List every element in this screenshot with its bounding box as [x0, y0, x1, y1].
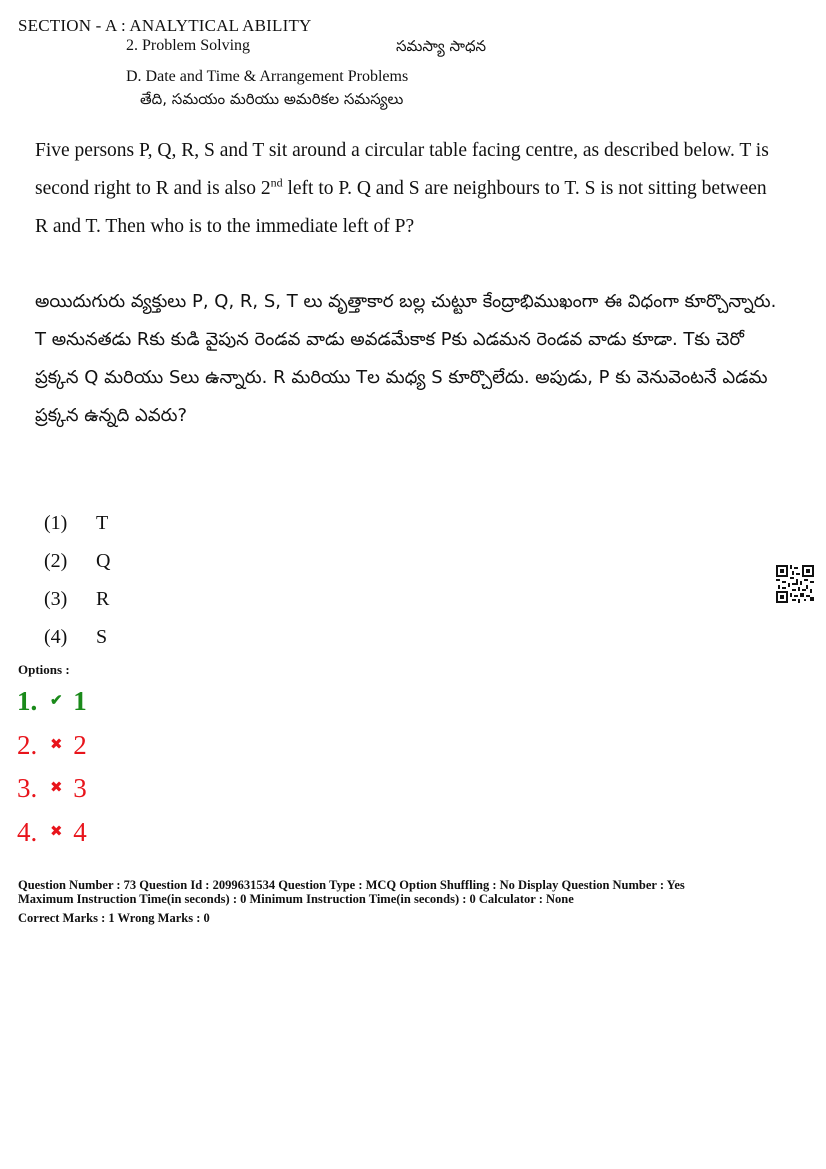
topic-english: 2. Problem Solving: [126, 37, 251, 54]
metadata-line: Maximum Instruction Time(in seconds) : 0 Minimum Instruction Time(in seconds) : 0 Calculator : None: [18, 892, 574, 906]
option-value: 1: [73, 686, 87, 716]
qr-code-icon: [776, 565, 814, 603]
option-wrong: [17, 724, 87, 768]
question-english-part1: Five persons P, Q, R, S and T sit around a circular table facing centre, as described below. T is second right to R and is also 2: [35, 140, 769, 199]
question-english-part2: left to P. Q and S are neighbours to T. S is not sitting between R and T. Then who is to the immediate left of P?: [35, 178, 767, 237]
option-number: 3.: [17, 773, 38, 803]
question-metadata: [18, 878, 808, 925]
question-english: [35, 132, 780, 246]
choice-item: [44, 542, 110, 580]
choice-text: T: [96, 512, 109, 534]
choice-number: (2): [44, 550, 68, 572]
option-value: 4: [73, 816, 87, 847]
options-label: Options :: [18, 662, 70, 677]
choice-number: (3): [44, 588, 68, 610]
choice-text: S: [96, 626, 108, 648]
subtopic-english: D. Date and Time & Arrangement Problems: [126, 68, 409, 85]
option-value: 2: [73, 729, 87, 760]
choice-text: R: [96, 588, 110, 610]
cross-icon: ✖: [49, 780, 63, 796]
option-number: 2.: [17, 729, 38, 760]
options-list: [17, 680, 87, 854]
question-english-superscript: nd: [270, 175, 283, 190]
topic-telugu: సమస్యా సాధన: [396, 37, 487, 55]
section-title: SECTION - A : ANALYTICAL ABILITY: [18, 16, 312, 35]
choice-item: [44, 618, 110, 656]
choice-number: (1): [44, 512, 68, 534]
answer-choices: [44, 504, 110, 656]
option-wrong: [17, 811, 87, 855]
option-number: 4.: [17, 816, 38, 847]
cross-icon: ✖: [49, 736, 63, 753]
option-number: 1.: [17, 686, 38, 716]
choice-number: (4): [44, 626, 68, 648]
choice-item: [44, 580, 110, 618]
cross-icon: ✖: [49, 823, 63, 840]
option-wrong: [17, 767, 87, 811]
choice-item: [44, 504, 110, 542]
choice-text: Q: [96, 550, 111, 572]
option-correct: [17, 680, 87, 724]
check-icon: ✔: [49, 693, 63, 709]
option-value: 3: [73, 773, 87, 803]
metadata-line: Correct Marks : 1 Wrong Marks : 0: [18, 911, 210, 925]
subtopic-telugu: తేది, సమయం మరియు అమరికల సమస్యలు: [140, 90, 404, 108]
question-telugu: అయిదుగురు వ్యక్తులు P, Q, R, S, T లు వృత్తాకార బల్ల చుట్టూ కేంద్రాభిముఖంగా ఈ విధంగా కూర్చొన్నారు. T అనునతడు Rకు కుడి వైపున రెండవ వాడు అవడమేకాక Pకు ఎడమన రెండవ వాడు కూడా. Tకు చెరో ప్రక్కన Q మరియు Sలు ఉన్నారు. R మరియు Tల మధ్య S కూర్చొలేదు. అపుడు, P కు వెనువెంటనే ఎడమ ప్రక్కన ఉన్నది ఎవరు?: [35, 291, 777, 426]
metadata-line: Question Number : 73 Question Id : 2099631534 Question Type : MCQ Option Shuffling : No Display Question Number : Yes: [18, 878, 685, 892]
